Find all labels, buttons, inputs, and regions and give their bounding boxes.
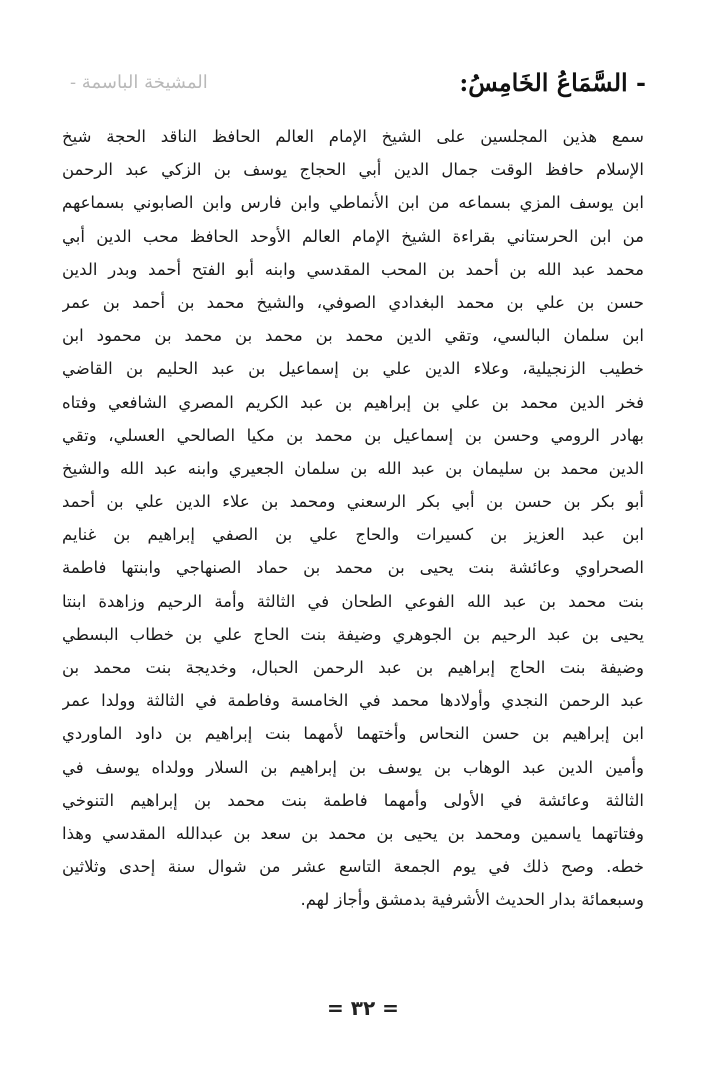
text-line: أبو بكر بن حسن بن أبي بكر الرسعني ومحمد بن علاء الدين علي بن أحمد [62, 492, 644, 512]
text-line: الثالثة وعائشة في الأولى وأمهما فاطمة بنت محمد بن إبراهيم التنوخي [62, 790, 644, 810]
text-line: ابن إبراهيم بن حسن النحاس وأختهما لأمهما بنت إبراهيم بن داود الماوردي [62, 724, 644, 744]
page-header [70, 68, 646, 112]
text-line: بنت محمد بن عبد الله الفوعي الطحان في الثالثة وأمة الرحيم وزاهدة ابنتا [62, 591, 644, 611]
text-line: الإسلام حافظ الوقت جمال الدين أبي الحجاج يوسف بن الزكي عبد الرحمن [62, 160, 644, 180]
text-line: وفتاتهما ياسمين ومحمد بن يحيى بن محمد بن سعد بن عبدالله المقدسي وهذا [62, 823, 644, 843]
text-line: ابن عبد العزيز بن كسيرات والحاج علي بن الصفي إبراهيم بن غنايم [62, 525, 644, 545]
text-line: خطيب الزنجيلية، وعلاء الدين علي بن إسماعيل بن عبد الحليم بن القاضي [62, 359, 644, 379]
section-heading: - السَّمَاعُ الخَامِسُ: [459, 68, 646, 97]
text-line: وضيفة بنت الحاج إبراهيم بن عبد الرحمن الحبال، وخديجة بنت محمد بن [62, 658, 644, 677]
text-line: من ابن الحرستاني بقراءة الشيخ الإمام العالم الأوحد الحافظ محب الدين أبي [62, 226, 644, 246]
text-line: عبد الرحمن النجدي وأولادها محمد في الخامسة وفاطمة في الثالثة وولدا عمر [62, 691, 644, 711]
text-line: الدين محمد بن سليمان بن عبد الله بن سلمان الجعيري وابنه عبد الله والشيخ [62, 458, 644, 478]
text-line: خطه. وصح ذلك في يوم الجمعة التاسع عشر من شوال سنة إحدى وثلاثين [62, 857, 644, 877]
text-line: بهادر الرومي وحسن بن إسماعيل بن محمد بن مكيا الصالحي العسلي، وتقي [62, 425, 644, 445]
text-line: حسن بن علي بن محمد البغدادي الصوفي، والشيخ محمد بن أحمد بن عمر [62, 292, 644, 312]
body-text [62, 120, 644, 917]
text-line: ابن يوسف المزي بسماعه من ابن الأنماطي وابن فارس وابن الصابوني بسماعهم [62, 193, 644, 213]
text-line: سمع هذين المجلسين على الشيخ الإمام العالم الحافظ الناقد الحجة شيخ [62, 127, 644, 146]
text-line: فخر الدين محمد بن علي بن إبراهيم بن عبد الكريم المصري الشافعي وفتاه [62, 392, 644, 412]
text-line: يحيى بن عبد الرحيم بن الجوهري وضيفة بنت الحاج علي بن خطاب البسطي [62, 624, 644, 644]
text-line: محمد عبد الله بن أحمد بن المحب المقدسي وابنه أبو الفتح أحمد وبدر الدين [62, 259, 644, 279]
text-line: الصحراوي وعائشة بنت يحيى بن محمد بن حماد الصنهاجي وابنتها فاطمة [62, 558, 644, 578]
text-line: وسبعمائة بدار الحديث الأشرفية بدمشق وأجاز لهم. [300, 890, 644, 910]
page-number: = ٣٢ = [327, 996, 399, 1020]
text-line: وأمين الدين عبد الوهاب بن يوسف بن إبراهيم بن السلار وولداه يوسف في [62, 757, 644, 777]
running-header: المشيخة الباسمة - [70, 72, 208, 93]
text-line: ابن سلمان البالسي، وتقي الدين محمد بن محمد بن محمد بن محمود ابن [62, 326, 644, 346]
